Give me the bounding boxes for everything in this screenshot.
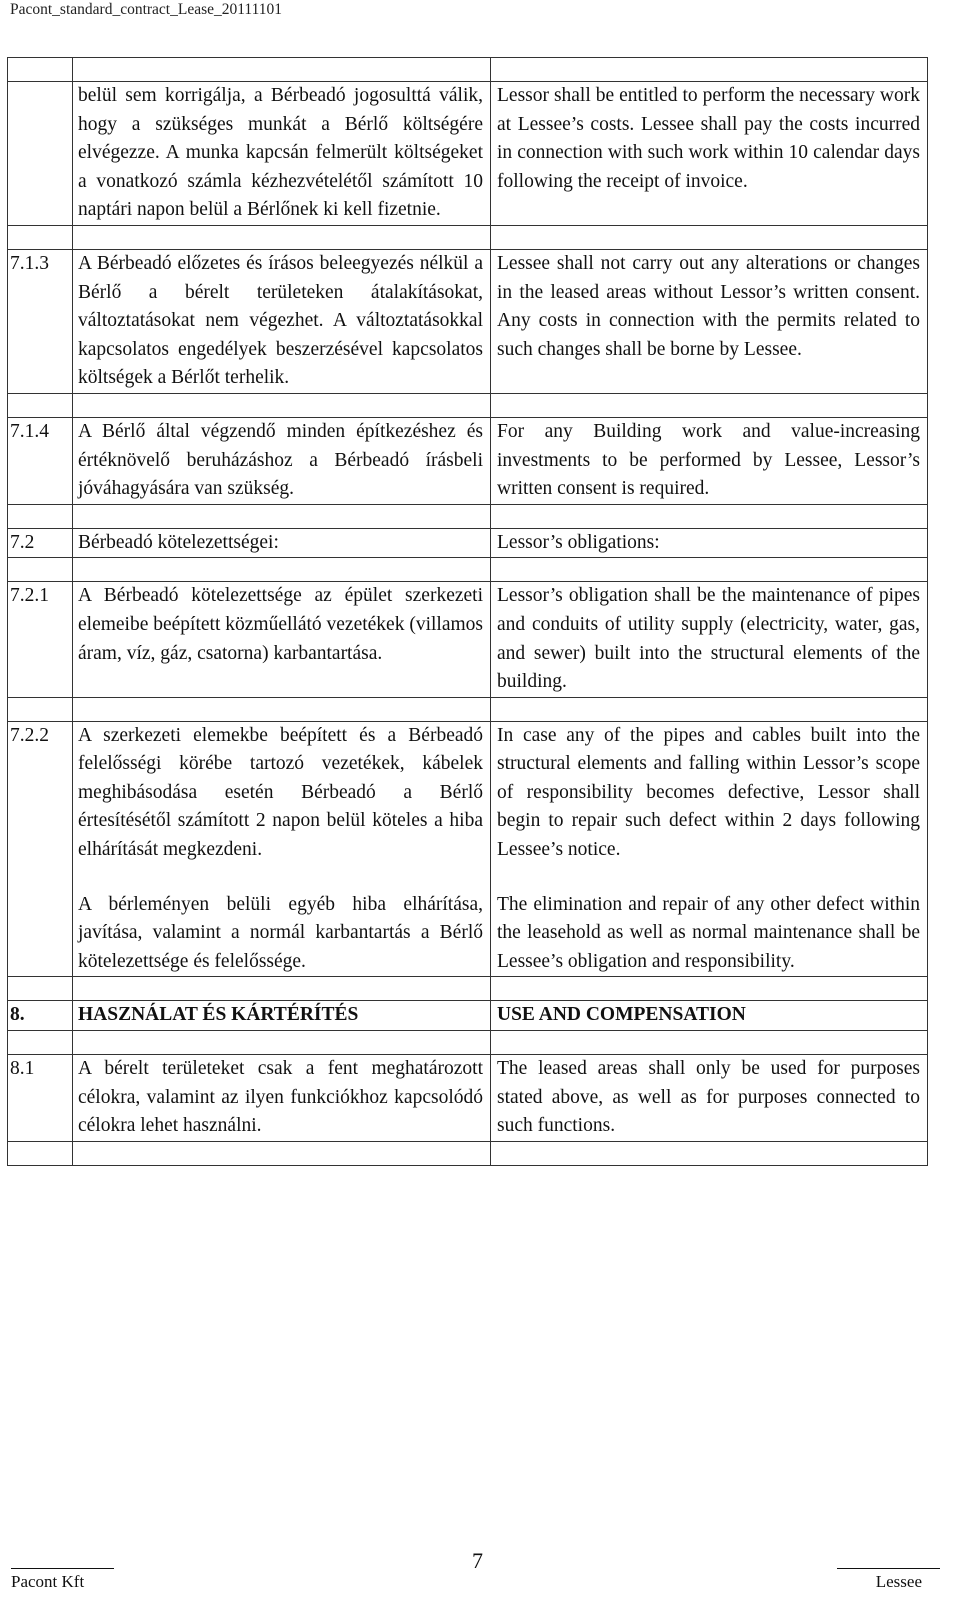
hungarian-text: belül sem korrigálja, a Bérbeadó jogosulttá válik, hogy a szükséges munkát a Bérlő költségére elvégezze. A munka kapcsán felmerült költségeket a vonatkozó számla kézhezvételétől számított 10 naptári napon belül a Bérlőnek ki kell fizetnie. [73,82,491,226]
hungarian-text: A Bérlő által végzendő minden építkezéshez és értéknövelő beruházáshoz a Bérbeadó írásbeli jóváhagyására van szükség. [73,417,491,504]
spacer-row [8,697,928,721]
page-number: 7 [472,1548,483,1573]
section-row-7-2-1 [8,582,928,697]
section-number: 7.2.2 [8,721,73,977]
section-row-7-1-3 [8,249,928,393]
english-text: The leased areas shall only be used for purposes stated above, as well as for purposes connected to such functions. [491,1055,928,1142]
footer-lessee: Lessee [875,1572,922,1591]
spacer-row [8,58,928,82]
section-number: 8. [8,1001,73,1031]
english-text-paragraph-2: The elimination and repair of any other defect within the leasehold as well as normal maintenance shall be Lessee’s obligation and responsibility. [497,893,920,972]
section-number: 7.2 [8,528,73,558]
spacer-row [8,1031,928,1055]
spacer-row [8,225,928,249]
spacer-row [8,558,928,582]
section-number: 7.2.1 [8,582,73,697]
hungarian-text: A Bérbeadó kötelezettsége az épület szerkezeti elemeibe beépített közműellátó vezetékek (villamos áram, víz, gáz, csatorna) karbantartása. [73,582,491,697]
spacer-row [8,504,928,528]
footer-lessor: Pacont Kft [11,1572,85,1591]
hungarian-text: A szerkezeti elemekbe beépített és a Bérbeadó felelősségi körébe tartozó vezetékek, kábelek meghibásodása esetén Bérbeadó a Bérlő értesítésétől számított 2 napon belül köteles a hiba elhárítását megkezdeni. A bérleményen belüli egyéb hiba elhárítása, javítása, valamint a normál karbantartás a Bérlő kötelezettsége és felelőssége. [73,721,491,977]
section-row-7-1-4 [8,417,928,504]
signature-line-right [837,1568,940,1569]
section-row-8 [8,1001,928,1031]
document-header: Pacont_standard_contract_Lease_20111101 [10,1,283,18]
signature-line-left [11,1568,114,1569]
hungarian-text: A Bérbeadó előzetes és írásos beleegyezés nélkül a Bérlő a bérelt területeken átalakításokat, változtatásokat nem végezhet. A változtatásokkal kapcsolatos engedélyek beszerzésével kapcsolatos költségek a Bérlőt terhelik. [73,249,491,393]
section-row-7-2 [8,528,928,558]
section-heading-en: Lessor’s obligations: [491,528,928,558]
spacer-row [8,1141,928,1165]
english-text: Lessee shall not carry out any alterations or changes in the leased areas without Lessor’s written consent. Any costs in connection with the permits related to such changes shall be borne by Lessee. [491,249,928,393]
section-number [8,82,73,226]
section-row-7-2-2 [8,721,928,977]
section-number: 8.1 [8,1055,73,1142]
section-heading-hu: Bérbeadó kötelezettségei: [73,528,491,558]
spacer-row [8,977,928,1001]
english-text: In case any of the pipes and cables built into the structural elements and falling within Lessor’s scope of responsibility becomes defective, Lessor shall begin to repair such defect within 2 days following Lessee’s notice. The elimination and repair of any other defect within the leasehold as well as normal maintenance shall be Lessee’s obligation and responsibility. [491,721,928,977]
hungarian-text: A bérelt területeket csak a fent meghatározott célokra, valamint az ilyen funkciókhoz kapcsolódó célokra lehet használni. [73,1055,491,1142]
section-heading-en: USE AND COMPENSATION [491,1001,928,1031]
english-text: For any Building work and value-increasing investments to be performed by Lessee, Lessor’s written consent is required. [491,417,928,504]
section-row-7-1-2-cont [8,82,928,226]
section-number: 7.1.3 [8,249,73,393]
section-row-8-1 [8,1055,928,1142]
section-heading-hu: HASZNÁLAT ÉS KÁRTÉRÍTÉS [73,1001,491,1031]
english-text: Lessor shall be entitled to perform the necessary work at Lessee’s costs. Lessee shall pay the costs incurred in connection with such work within 10 calendar days following the receipt of invoice. [491,82,928,226]
contract-table [7,57,928,1166]
hungarian-text-paragraph-2: A bérleményen belüli egyéb hiba elhárítása, javítása, valamint a normál karbantartás a Bérlő kötelezettsége és felelőssége. [78,893,483,972]
spacer-row [8,393,928,417]
section-number: 7.1.4 [8,417,73,504]
english-text: Lessor’s obligation shall be the maintenance of pipes and conduits of utility supply (electricity, water, gas, and sewer) built into the structural elements of the building. [491,582,928,697]
